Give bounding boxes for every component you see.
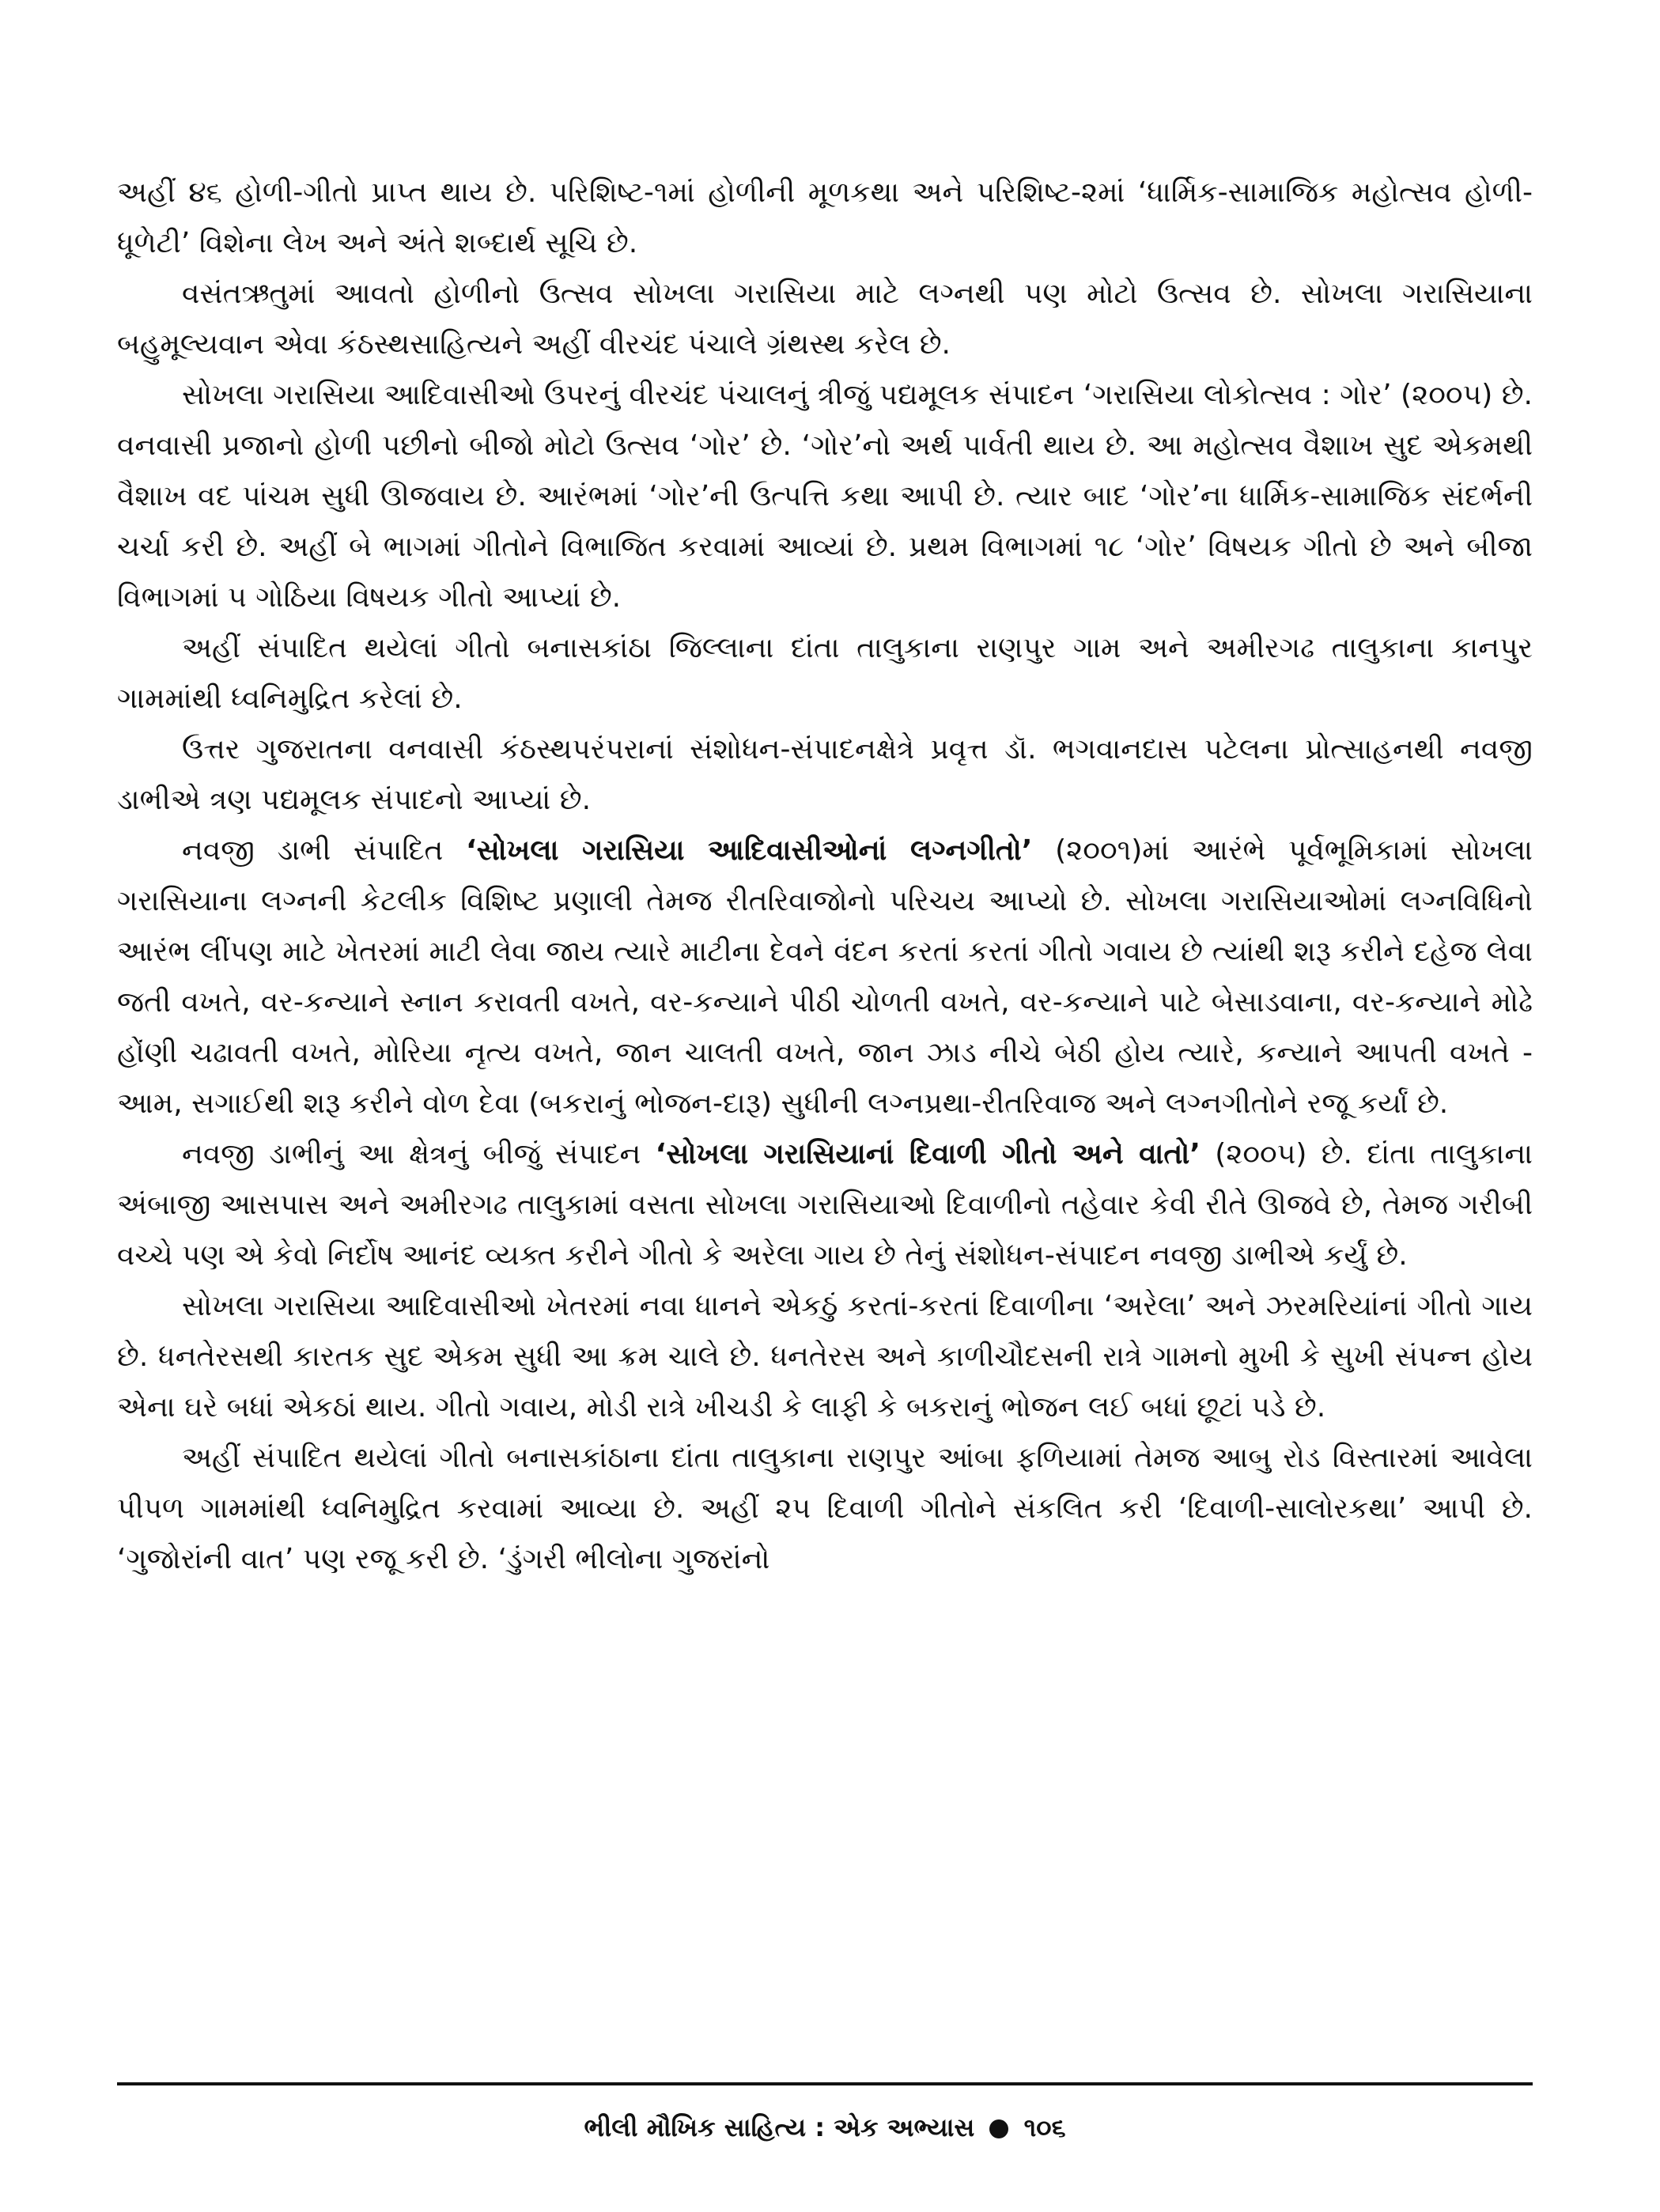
body-text (117, 168, 1533, 1585)
paragraph: વસંતઋતુમાં આવતો હોળીનો ઉત્સવ સોખલા ગરાસિયા માટે લગ્નથી પણ મોટો ઉત્સવ છે. સોખલા ગરાસિયાના બહુમૂલ્યવાન એવા કંઠસ્થસાહિત્યને અહીં વીરચંદ પંચાલે ગ્રંથસ્થ કરેલ છે. (117, 278, 1533, 361)
paragraph: અહીં સંપાદિત થયેલાં ગીતો બનાસકાંઠાના દાંતા તાલુકાના રાણપુર આંબા ફળિયામાં તેમજ આબુ રોડ વિસ્તારમાં આવેલા પીપળ ગામમાંથી ધ્વનિમુદ્રિત કરવામાં આવ્યા છે. અહીં ૨૫ દિવાળી ગીતોને સંકલિત કરી ‘દિવાળી-સાલોરકથા’ આપી છે. ‘ગુજોરાંની વાત’ પણ રજૂ કરી છે. ‘ડુંગરી ભીલોના ગુજરાંનો (117, 1442, 1533, 1575)
paragraph-text: નવજી ડાભીનું આ ક્ષેત્રનું બીજું સંપાદન (182, 1138, 656, 1170)
paragraph: સોખલા ગરાસિયા આદિવાસીઓ ઉપરનું વીરચંદ પંચાલનું ત્રીજું પદ્યમૂલક સંપાદન ‘ગરાસિયા લોકોત્સવ : ગોર’ (૨૦૦૫) છે. વનવાસી પ્રજાનો હોળી પછીનો બીજો મોટો ઉત્સવ ‘ગોર’ છે. ‘ગોર’નો અર્થ પાર્વતી થાય છે. આ મહોત્સવ વૈશાખ સુદ એકમથી વૈશાખ વદ પાંચમ સુધી ઊજવાય છે. આરંભમાં ‘ગોર’ની ઉત્પત્તિ કથા આપી છે. ત્યાર બાદ ‘ગોર’ના ધાર્મિક-સામાજિક સંદર્ભની ચર્ચા કરી છે. અહીં બે ભાગમાં ગીતોને વિભાજિત કરવામાં આવ્યાં છે. પ્રથમ વિભાગમાં ૧૮ ‘ગોર’ વિષયક ગીતો છે અને બીજા વિભાગમાં ૫ ગોઠિયા વિષયક ગીતો આપ્યાં છે. (117, 379, 1533, 614)
paragraph (117, 826, 1533, 1129)
footer-rule (117, 2082, 1533, 2085)
page-footer (117, 2108, 1533, 2146)
book-title: ‘સોખલા ગરાસિયા આદિવાસીઓનાં લગ્નગીતો’ (465, 834, 1033, 867)
paragraph: અહીં સંપાદિત થયેલાં ગીતો બનાસકાંઠા જિલ્લાના દાંતા તાલુકાના રાણપુર ગામ અને અમીરગઢ તાલુકાના કાનપુર ગામમાંથી ધ્વનિમુદ્રિત કરેલાં છે. (117, 632, 1533, 715)
paragraph-text: નવજી ડાભી સંપાદિત (182, 834, 466, 867)
paragraph: અહીં ૪૬ હોળી-ગીતો પ્રાપ્ત થાય છે. પરિશિષ્ટ-૧માં હોળીની મૂળકથા અને પરિશિષ્ટ-૨માં ‘ધાર્મિક-સામાજિક મહોત્સવ હોળી-ધૂળેટી’ વિશેના લેખ અને અંતે શબ્દાર્થ સૂચિ છે. (117, 176, 1533, 259)
footer-title: ભીલી મૌખિક સાહિત્ય : એક અભ્યાસ (584, 2112, 975, 2142)
paragraph-text: (૨૦૦૧)માં આરંભે પૂર્વભૂમિકામાં સોખલા ગરાસિયાના લગ્નની કેટલીક વિશિષ્ટ પ્રણાલી તેમજ રીતરિવાજોનો પરિચય આપ્યો છે. સોખલા ગરાસિયાઓમાં લગ્નવિધિનો આરંભ લીંપણ માટે ખેતરમાં માટી લેવા જાય ત્યારે માટીના દેવને વંદન કરતાં કરતાં ગીતો ગવાય છે ત્યાંથી શરૂ કરીને દહેજ લેવા જતી વખતે, વર-કન્યાને સ્નાન કરાવતી વખતે, વર-કન્યાને પીઠી ચોળતી વખતે, વર-કન્યાને પાટે બેસાડવાના, વર-કન્યાને મોઢે હોંણી ચઢાવતી વખતે, મોરિયા નૃત્ય વખતે, જાન ચાલતી વખતે, જાન ઝાડ નીચે બેઠી હોય ત્યારે, કન્યાને આપતી વખતે - આમ, સગાઈથી શરૂ કરીને વોળ દેવા (બકરાનું ભોજન-દારૂ) સુધીની લગ્નપ્રથા-રીતરિવાજ અને લગ્નગીતોને રજૂ કર્યાં છે. (117, 834, 1533, 1120)
paragraph-text: (૨૦૦૫) છે. દાંતા તાલુકાના અંબાજી આસપાસ અને અમીરગઢ તાલુકામાં વસતા સોખલા ગરાસિયાઓ દિવાળીનો તહેવાર કેવી રીતે ઊજવે છે, તેમજ ગરીબી વચ્ચે પણ એ કેવો નિર્દોષ આનંદ વ્યક્ત કરીને ગીતો કે અરેલા ગાય છે તેનું સંશોધન-સંપાદન નવજી ડાભીએ કર્યું છે. (117, 1138, 1533, 1272)
paragraph: ઉત્તર ગુજરાતના વનવાસી કંઠસ્થપરંપરાનાં સંશોધન-સંપાદનક્ષેત્રે પ્રવૃત્ત ડૉ. ભગવાનદાસ પટેલના પ્રોત્સાહનથી નવજી ડાભીએ ત્રણ પદ્યમૂલક સંપાદનો આપ્યાં છે. (117, 733, 1533, 816)
bullet-icon (989, 2119, 1008, 2138)
book-title: ‘સોખલા ગરાસિયાનાં દિવાળી ગીતો અને વાતો’ (655, 1138, 1201, 1170)
paragraph (117, 1129, 1533, 1281)
page-number: ૧૦૬ (1023, 2112, 1066, 2142)
paragraph: સોખલા ગરાસિયા આદિવાસીઓ ખેતરમાં નવા ધાનને એકઠું કરતાં-કરતાં દિવાળીના ‘અરેલા’ અને ઝરમરિયાંનાં ગીતો ગાય છે. ધનતેરસથી કારતક સુદ એકમ સુધી આ ક્રમ ચાલે છે. ધનતેરસ અને કાળીચૌદસની રાત્રે ગામનો મુખી કે સુખી સંપન્ન હોય એના ઘરે બધાં એકઠાં થાય. ગીતો ગવાય, મોડી રાત્રે ખીચડી કે લાફી કે બકરાનું ભોજન લઈ બધાં છૂટાં પડે છે. (117, 1290, 1533, 1424)
